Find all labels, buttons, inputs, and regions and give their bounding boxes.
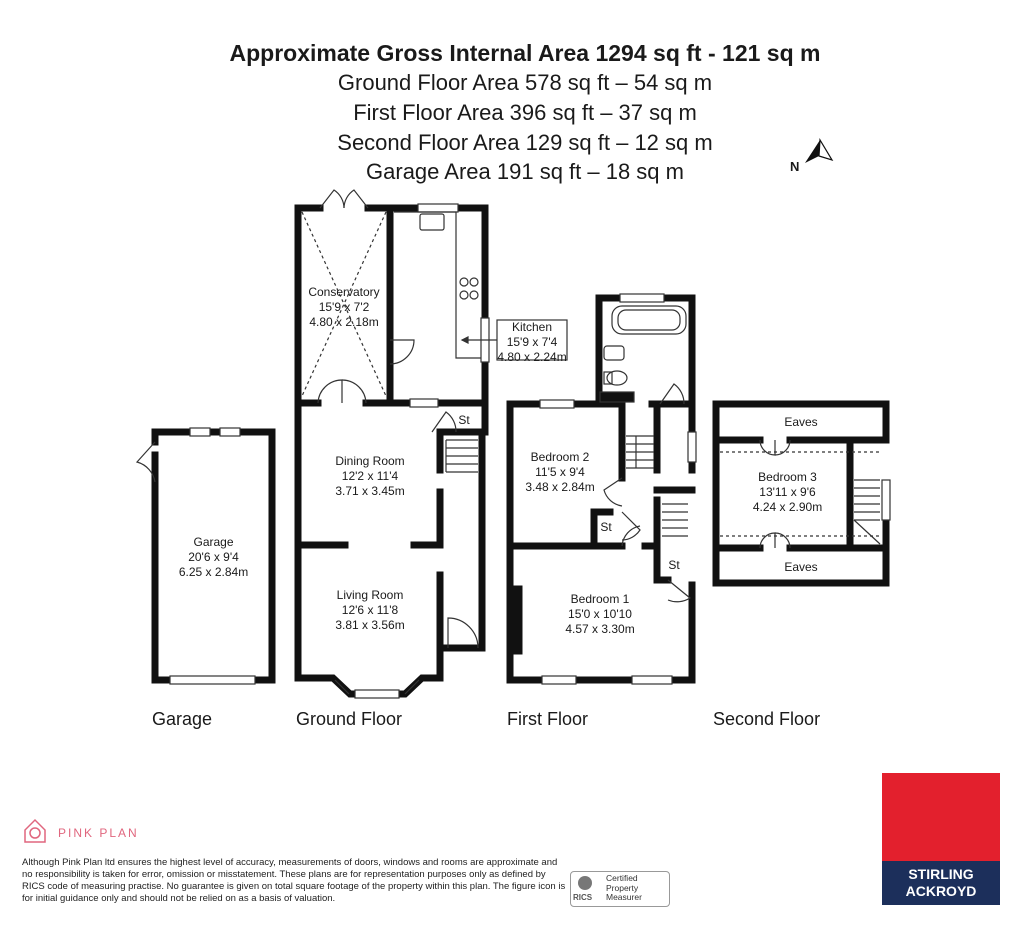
garage-area: Garage Area 191 sq ft – 18 sq m <box>366 159 684 184</box>
agent-logo <box>882 773 1000 905</box>
disclaimer-text: Although Pink Plan ltd ensures the highest level of accuracy, measurements of doors, windows and rooms are approximate and no responsibility is taken for error, omission or misstatement. These plans are for representation purposes only as defined by RICS code of measuring practise. No guarantee is given on total square footage of the property within this plan. The figure icon is for initial guidance only and should not be relied on as a basis of valuation. <box>22 857 566 904</box>
floor-label-ground: Ground Floor <box>296 709 403 729</box>
pink-plan-brand: PINK PLAN <box>58 826 139 840</box>
store-label-ground: St <box>458 413 470 427</box>
room-kitchen: Kitchen 15'9 x 7'4 4.80 x 2.24m <box>497 320 567 364</box>
second-floor-area: Second Floor Area 129 sq ft – 12 sq m <box>337 130 713 155</box>
room-dining: Dining Room 12'2 x 11'4 3.71 x 3.45m <box>335 454 405 498</box>
eaves-bottom-label: Eaves <box>784 560 818 574</box>
rics-certified-text: Certified Property Measurer <box>606 873 642 902</box>
store-label-landing: St <box>668 558 680 572</box>
ground-floor-area: Ground Floor Area 578 sq ft – 54 sq m <box>337 70 713 95</box>
room-conservatory: Conservatory 15'9 x 7'2 4.80 x 2.18m <box>308 285 380 329</box>
eaves-top-label: Eaves <box>784 415 818 429</box>
room-bedroom-2: Bedroom 2 11'5 x 9'4 3.48 x 2.84m <box>525 450 595 494</box>
room-bedroom-1: Bedroom 1 15'0 x 10'10 4.57 x 3.30m <box>565 592 635 636</box>
room-living: Living Room 12'6 x 11'8 3.81 x 3.56m <box>335 588 405 632</box>
room-garage: Garage 20'6 x 9'4 6.25 x 2.84m <box>178 535 249 579</box>
agent-logo-name: STIRLING ACKROYD <box>882 861 1000 905</box>
store-label-first: St <box>600 520 612 534</box>
agent-logo-red-panel <box>882 773 1000 861</box>
floor-label-second: Second Floor <box>713 709 821 729</box>
floor-label-first: First Floor <box>507 709 588 729</box>
room-bedroom-3: Bedroom 3 13'11 x 9'6 4.24 x 2.90m <box>752 470 823 514</box>
pink-plan-logo-icon <box>25 820 45 842</box>
compass-north-label: N <box>790 159 800 174</box>
compass-arrow-icon <box>805 140 832 163</box>
first-floor-area: First Floor Area 396 sq ft – 37 sq m <box>353 100 697 125</box>
rics-word: RICS <box>573 893 593 902</box>
floor-label-garage: Garage <box>152 709 213 729</box>
area-title: Approximate Gross Internal Area 1294 sq ft - 121 sq m <box>229 40 821 66</box>
